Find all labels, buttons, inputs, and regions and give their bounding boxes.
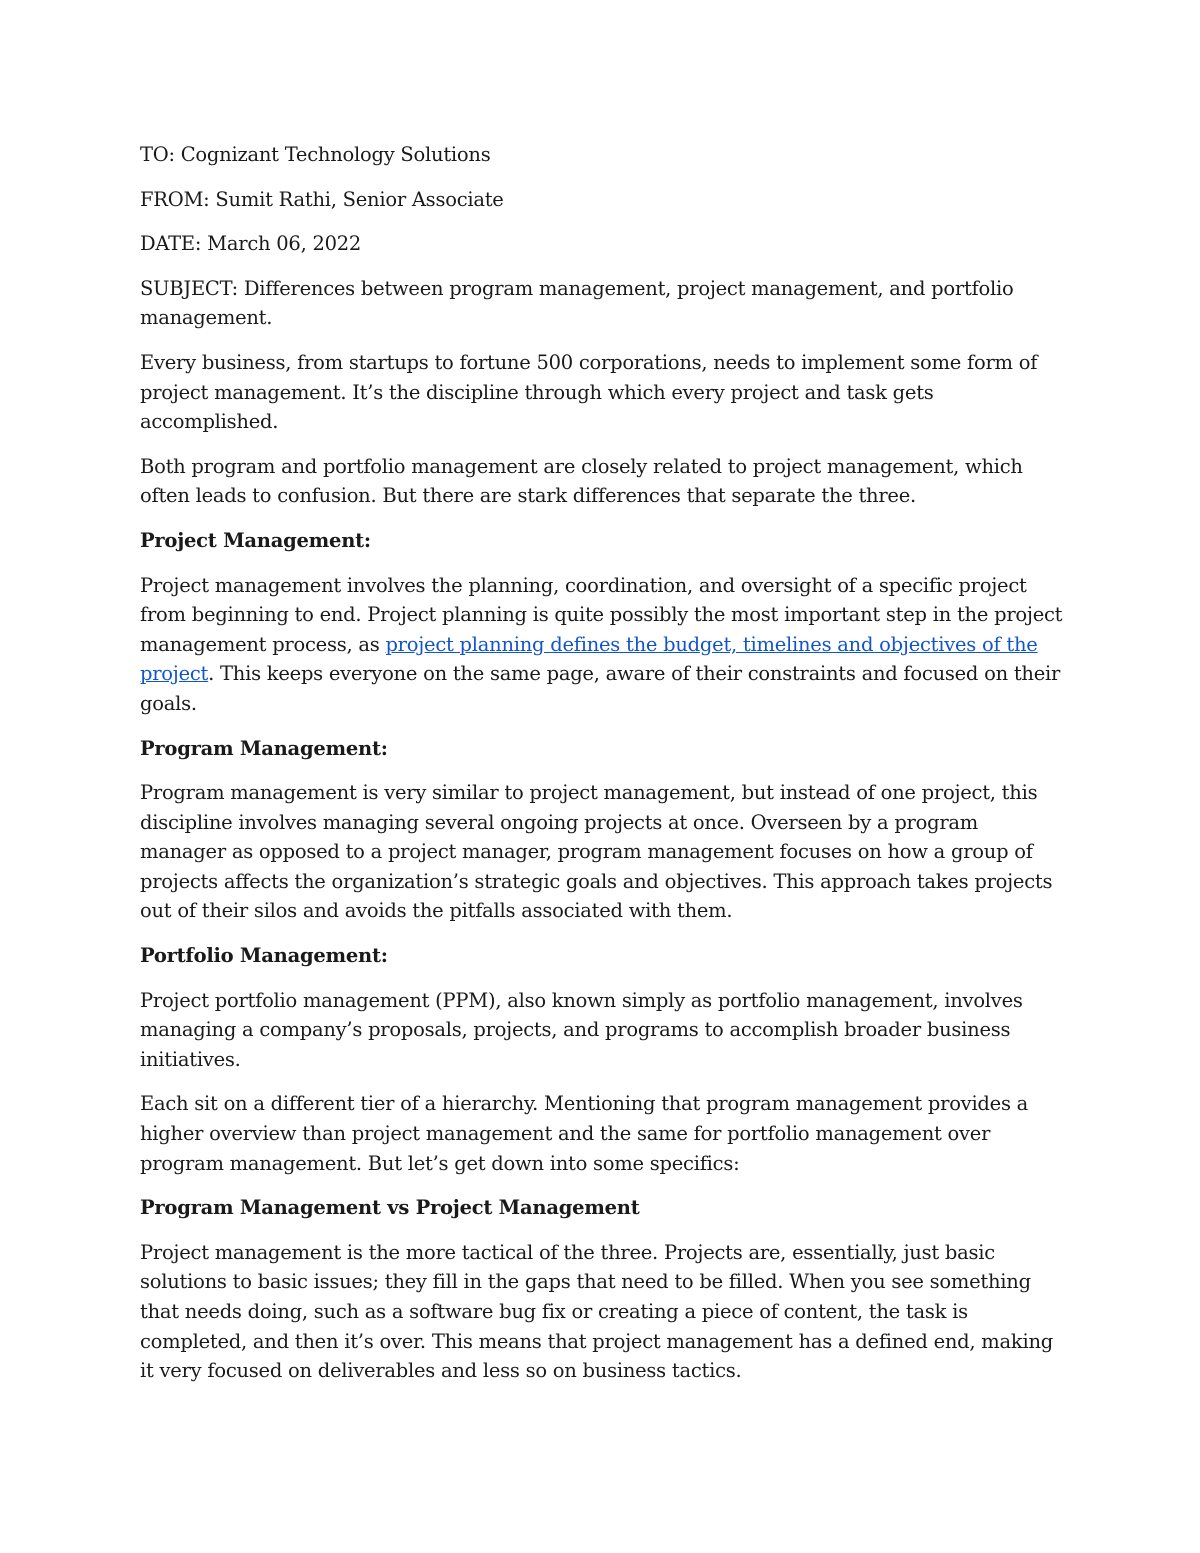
- hierarchy-paragraph: Each sit on a different tier of a hierarchy. Mentioning that program management provides a higher overview than project management and the same for portfolio management over program management. But let’s get down into some specifics:: [140, 1092, 1029, 1175]
- memo-from: FROM: Sumit Rathi, Senior Associate: [140, 187, 504, 211]
- portfolio-management-heading: Portfolio Management:: [140, 944, 388, 968]
- intro-paragraph-2: Both program and portfolio management are closely related to project management, which often leads to confusion. But there are stark differences that separate the three.: [140, 454, 1023, 508]
- program-vs-project-paragraph: Project management is the more tactical of the three. Projects are, essentially, just basic solutions to basic issues; they fill in the gaps that need to be filled. When you see something that needs doing, such as a software bug fix or creating a piece of content, the task is completed, and then it’s over. This means that project management has a defined end, making it very focused on deliverables and less so on business tactics.: [140, 1240, 1054, 1383]
- program-management-paragraph: Program management is very similar to project management, but instead of one project, this discipline involves managing several ongoing projects at once. Overseen by a program manager as opposed to a project manager, program management focuses on how a group of projects affects the organization’s strategic goals and objectives. This approach takes projects out of their silos and avoids the pitfalls associated with them.: [140, 781, 1053, 923]
- project-management-heading: Project Management:: [140, 528, 371, 552]
- document-page: [140, 140, 1065, 1401]
- portfolio-management-paragraph: Project portfolio management (PPM), also known simply as portfolio management, involves managing a company’s proposals, projects, and programs to accomplish broader business initiatives.: [140, 988, 1023, 1071]
- intro-paragraph-1: Every business, from startups to fortune 500 corporations, needs to implement some form of project management. It’s the discipline through which every project and task gets accomplished.: [140, 350, 1038, 434]
- project-management-paragraph: [140, 571, 1065, 719]
- memo-to: TO: Cognizant Technology Solutions: [140, 143, 491, 166]
- memo-date: DATE: March 06, 2022: [140, 232, 362, 256]
- program-vs-project-heading: Program Management vs Project Management: [140, 1196, 640, 1220]
- program-management-heading: Program Management:: [140, 736, 388, 760]
- project-planning-link[interactable]: project planning defines the budget, timelines and objectives of the project: [140, 632, 1038, 686]
- memo-subject: SUBJECT: Differences between program management, project management, and portfolio management.: [140, 276, 1014, 330]
- project-text-after-link: . This keeps everyone on the same page, aware of their constraints and focused on their goals.: [140, 662, 1061, 715]
- project-text-before-link: Project management involves the planning, coordination, and oversight of a specific project from beginning to end. Project planning is quite possibly the most important step in the project management process, as: [140, 573, 1063, 656]
